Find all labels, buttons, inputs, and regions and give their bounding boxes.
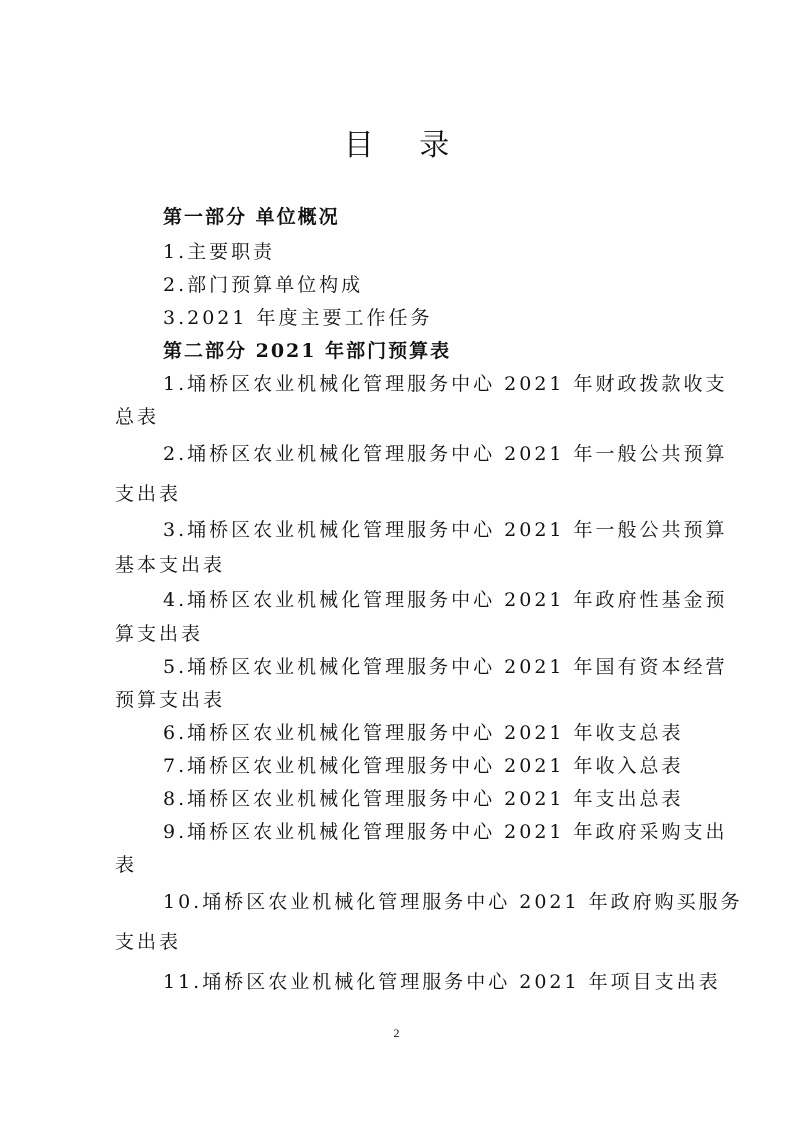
toc-item-2-5-cont: 预算支出表 xyxy=(115,689,226,711)
toc-item-2-3-cont: 基本支出表 xyxy=(115,554,226,576)
toc-item-2-2: 2.埇桥区农业机械化管理服务中心 2021 年一般公共预算 xyxy=(163,443,728,465)
toc-item-2-2-cont: 支出表 xyxy=(115,483,182,505)
part2-heading: 第二部分 2021 年部门预算表 xyxy=(163,340,452,362)
toc-item-2-4-cont: 算支出表 xyxy=(115,623,204,645)
toc-item-2-6: 6.埇桥区农业机械化管理服务中心 2021 年收支总表 xyxy=(163,722,684,744)
toc-item-1-2: 2.部门预算单位构成 xyxy=(163,274,364,296)
toc-item-2-10: 10.埇桥区农业机械化管理服务中心 2021 年政府购买服务 xyxy=(163,891,743,913)
toc-item-2-10-cont: 支出表 xyxy=(115,931,182,953)
toc-item-2-7: 7.埇桥区农业机械化管理服务中心 2021 年收入总表 xyxy=(163,755,684,777)
page-number: 2 xyxy=(393,1026,400,1040)
toc-item-2-5: 5.埇桥区农业机械化管理服务中心 2021 年国有资本经营 xyxy=(163,656,728,678)
toc-item-2-4: 4.埇桥区农业机械化管理服务中心 2021 年政府性基金预 xyxy=(163,589,728,611)
toc-item-2-1: 1.埇桥区农业机械化管理服务中心 2021 年财政拨款收支 xyxy=(163,373,728,395)
part1-heading: 第一部分 单位概况 xyxy=(163,206,340,228)
toc-item-2-11: 11.埇桥区农业机械化管理服务中心 2021 年项目支出表 xyxy=(163,971,721,993)
toc-item-2-8: 8.埇桥区农业机械化管理服务中心 2021 年支出总表 xyxy=(163,788,684,810)
toc-item-2-9: 9.埇桥区农业机械化管理服务中心 2021 年政府采购支出 xyxy=(163,821,728,843)
toc-item-2-9-cont: 表 xyxy=(115,854,138,876)
toc-item-1-1: 1.主要职责 xyxy=(163,241,276,263)
toc-item-2-3: 3.埇桥区农业机械化管理服务中心 2021 年一般公共预算 xyxy=(163,519,728,541)
toc-item-2-1-cont: 总表 xyxy=(115,406,160,428)
toc-title: 目 录 xyxy=(343,128,468,163)
toc-item-1-3: 3.2021 年度主要工作任务 xyxy=(163,307,433,329)
